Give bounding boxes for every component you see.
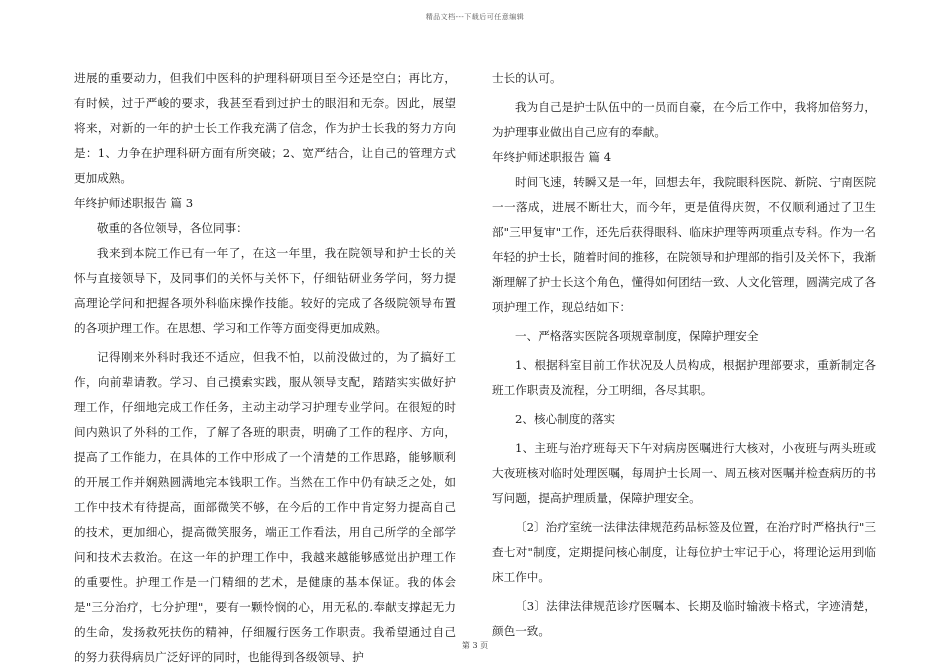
list-item-5: 〔3〕法律法律规范诊疗医嘱本、长期及临时输液卡格式，字迹清楚，颜色一致。: [492, 599, 876, 638]
list-item-4: 〔2〕治疗室统一法律法律规范药品标签及位置，在治疗时严格执行"三查七对"制度，定期提问核心制度，让每位护士牢记于心，将理论运用到临床工作中。: [492, 520, 876, 584]
right-paragraph-continuation: 士长的认可。: [492, 71, 562, 85]
page-number: 第 3 页: [461, 641, 489, 650]
section-heading-4: 年终护师述职报告 篇 4: [492, 150, 612, 164]
list-item-3: 1、主班与治疗班每天下午对病房医嘱进行大核对，小夜班与两头班或大夜班核对临时处理医嘱，每周护士长周一、周五核对医嘱并检查病历的书写问题，提高护理质量，保障护理安全。: [492, 441, 876, 505]
right-paragraph-pride: 我为自己是护士队伍中的一员而自豪，在今后工作中，我将加倍努力，为护理事业做出自己应有的奉献。: [492, 100, 876, 139]
left-text-column: [74, 66, 456, 670]
right-text-column: [492, 66, 876, 644]
left-paragraph-main: 记得刚来外科时我还不适应，但我不怕，以前没做过的，为了搞好工作，向前辈请教。学习、自己摸索实践，服从领导支配，踏踏实实做好护理工作，仔细地完成工作任务，主动主动学习护理专业学问。在很短的时间内熟识了外科的工作，了解了各班的职责，明确了工作的程序、方向，提高了工作能力，在具体的工作中形成了一个清楚的工作思路，能够顺利的开展工作并娴熟圆满地完本钱职工作。当然在工作中仍有缺乏之处，如工作中技术有待提高，面部微笑不够，在今后的工作中肯定努力提高自己的技术，更加细心，提高微笑服务，端正工作看法，用自己所学的全部学问和技术去救治。在这一年的护理工作中，我越来越能够感觉出护理工作的重要性。护理工作是一门精细的艺术，是健康的基本保证。我的体会是"三分治疗，七分护理"，要有一颗怜悯的心，用无私的.奉献支撑起无力的生命，发扬救死扶伤的精神，仔细履行医务工作职责。我希望通过自己的努力获得病员广泛好评的同时，也能得到各级领导、护: [74, 350, 456, 664]
document-header-note: 精品文档---下载后可任意编辑: [425, 13, 525, 21]
right-paragraph-summary: 时间飞速，转瞬又是一年，回想去年，我院眼科医院、新院、宁南医院一一落成，进展不断壮大，而今年，更是值得庆贺，不仅顺利通过了卫生部"三甲复审"工作，还先后获得眼科、临床护理等两项重点专科。作为一名年轻的护士长，随着时间的推移，在院领导和护理部的指引及关怀下，我渐渐理解了护士长这个角色，懂得如何团结一致、人文化管理，圆满完成了各项护理工作，现总结如下：: [492, 175, 876, 314]
greeting-line: 敬重的各位领导，各位同事：: [97, 221, 248, 235]
left-paragraph-intro: 我来到本院工作已有一年了，在这一年里，我在院领导和护士长的关怀与直接领导下，及同事们的关怀与关怀下，仔细钻研业务学问，努力提高理论学问和把握各项外科临床操作技能。较好的完成了各级院领导布置的各项护理工作。在思想、学习和工作等方面变得更加成熟。: [74, 246, 456, 335]
subsection-title-1: 一、严格落实医院各项规章制度，保障护理安全: [515, 329, 759, 343]
list-item-2: 2、核心制度的落实: [515, 412, 616, 426]
list-item-1: 1、根据科室目前工作状况及人员构成，根据护理部要求，重新制定各班工作职责及流程，分工明细，各尽其职。: [492, 358, 876, 397]
section-heading-3: 年终护师述职报告 篇 3: [74, 196, 194, 210]
left-paragraph-continuation: 进展的重要动力，但我们中医科的护理科研项目至今还是空白；再比方，有时候，过于严峻的要求，我甚至看到过护士的眼泪和无奈。因此，展望将来，对新的一年的护士长工作我充满了信念，作为护士长我的努力方向是：1、力争在护理科研方面有所突破；2、宽严结合，让自己的管理方式更加成熟。: [74, 71, 456, 185]
